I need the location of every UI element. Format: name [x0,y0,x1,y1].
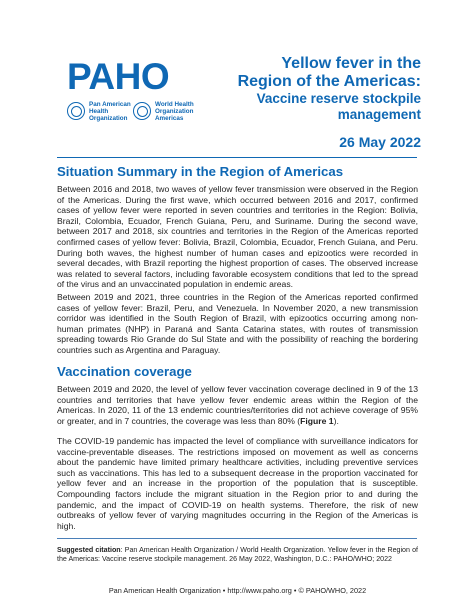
vaccination-paragraph-1 [57,384,418,426]
citation-label: Suggested citation [57,546,121,554]
citation-text: : Pan American Health Organization / World Health Organization. Yellow fever in the Region of the Americas: Vaccine reserve stockpile management. 26 May 2022, Washington, D.C.: PAHO/WHO; 2022 [57,546,418,563]
subtitle-line-1: Vaccine reserve stockpile [256,91,421,106]
suggested-citation [57,546,418,564]
paho-emblem-icon [67,102,85,120]
subtitle-line-2: management [337,107,421,122]
footer-divider [57,538,417,539]
page-footer: Pan American Health Organization • http://www.paho.org • © PAHO/WHO, 2022 [108,586,367,595]
vaccination-paragraph-1-end: ). [333,415,339,426]
title-line-1: Yellow fever in the [281,55,421,72]
report-header [0,0,474,160]
figure-reference: Figure 1 [300,415,334,426]
document-title [191,55,421,123]
vaccination-paragraph-2: The COVID-19 pandemic has impacted the level of compliance with surveillance indicators for vaccine-preventable diseases. The restrictions imposed on movement as well as concerns about the pandemic have limited primary healthcare activities, including preventive services such as vaccinations. This has led to a subsequent decrease in the proportion vaccinated for yellow fever and an increase in the proportion of the population that is susceptible. Compounding factors include the migrant situation in the Region prior to and during the pandemic, and the impact of COVID-19 on health systems. Therefore, the risk of new outbreaks of yellow fever of varying magnitudes occurring in the Region of the Americas is high. [57,436,418,531]
publication-date: 26 May 2022 [339,134,421,150]
section-heading-vaccination: Vaccination coverage [57,364,192,379]
situation-paragraph-1: Between 2016 and 2018, two waves of yellow fever transmission were observed in the Region of the Americas. During the first wave, which occurred between 2016 and 2017, confirmed cases of yellow fever were reported in seven countries and territories in the Region: Bolivia, Brazil, Colombia, Ecuador, French Guiana, Peru, and Suriname. During the second wave, between 2017 and 2018, six countries and territories in the Region of the Americas reported confirmed cases of yellow fever: Bolivia, Brazil, Colombia, Ecuador, French Guiana, and Peru. During both waves, the highest number of human cases and epizootics were recorded in several decades, with Brazil reporting the highest proportion of cases. The observed increase was related to several factors, including favorable ecosystem conditions that led to the spread of the virus and an unvaccinated population in endemic areas. [57,184,418,290]
header-divider [57,157,417,158]
title-line-2: Region of the Americas: [237,73,421,90]
section-heading-situation: Situation Summary in the Region of Americas [57,164,344,179]
who-emblem-icon [133,102,151,120]
paho-org-name: Pan American Health Organization [89,101,131,122]
who-org-label: World Health Organization [155,101,194,115]
who-region-label: Americas [155,115,184,122]
vaccination-paragraph-1-text: Between 2019 and 2020, the level of yellow fever vaccination coverage declined in 9 of the 13 countries and territories that have yellow fever endemic areas within the Region of the Americas. In 2020, 11 of the 13 endemic countries/territories did not achieve coverage of 95% or greater, and in 7 countries, the coverage was less than 80% ( [57,384,418,426]
situation-paragraph-2: Between 2019 and 2021, three countries in the Region of the Americas reported confirmed cases of yellow fever: Brazil, Peru, and Venezuela. In November 2020, a new transmission corridor was identified in the South Region of Brazil, with epizootics occurring among non-human primates (NHP) in Paraná and Santa Catarina states, with routes of transmission spreading towards Rio Grande do Sul State and with the possibility of reaching the bordering countries such as Argentina and Paraguay. [57,292,418,355]
paho-logo-text: PAHO [67,56,170,97]
